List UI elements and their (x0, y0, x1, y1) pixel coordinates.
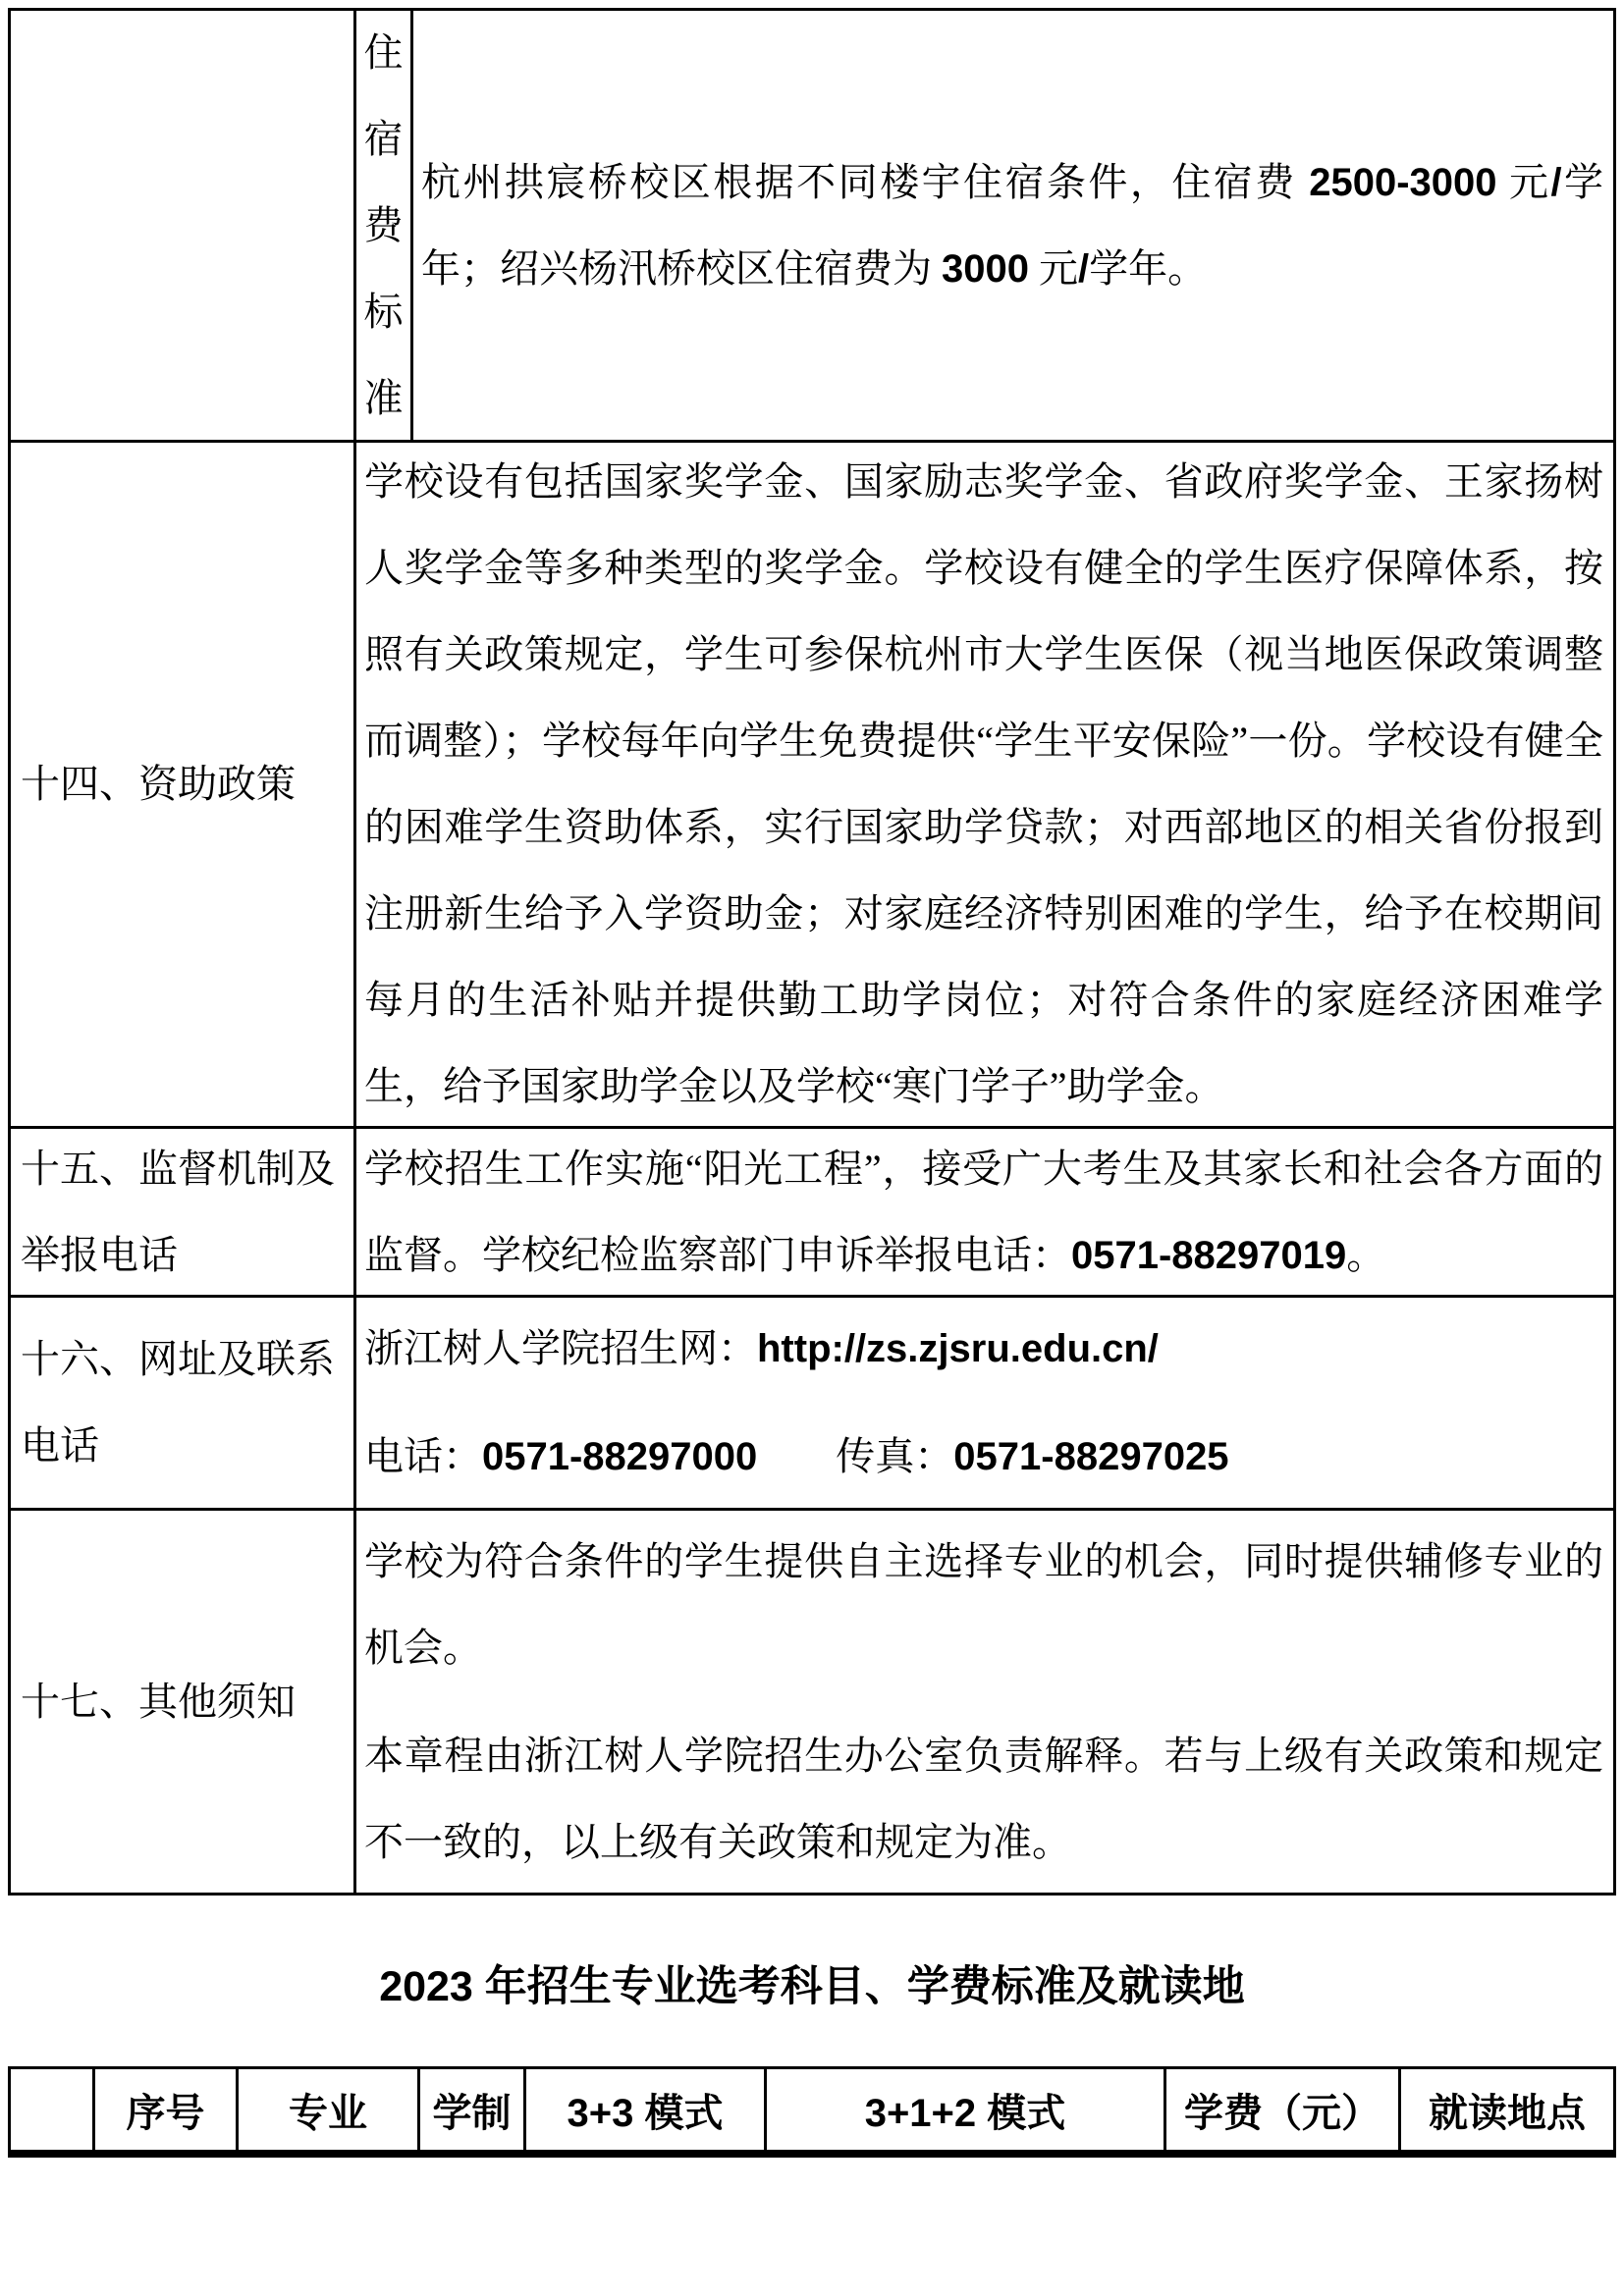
row-label: 十七、其他须知 (21, 1679, 296, 1724)
table-row-supervision (11, 1126, 1613, 1295)
other-notes-content-cell (356, 1511, 1613, 1893)
text-run: 传真： (757, 1434, 954, 1478)
fees-header-duration: 学制 (417, 2069, 523, 2150)
charter-table (8, 8, 1616, 1896)
text-run: 浙江树人学院招生网： (364, 1326, 757, 1370)
paragraph (364, 1713, 1603, 1886)
text-run: 3000 (942, 246, 1029, 291)
fees-header-major: 专业 (236, 2069, 417, 2150)
text-run: 杭州拱宸桥校区根据不同楼宇住宿条件，住宿费 (421, 159, 1310, 204)
text-run: / (1077, 246, 1090, 291)
website-contact-label-cell (11, 1298, 356, 1508)
paragraph (364, 1414, 1603, 1500)
text-run: 电话： (364, 1434, 482, 1478)
fees-header-serial-number: 序号 (92, 2069, 236, 2150)
accommodation-fee-vertical-label-cell (356, 11, 413, 440)
text-run: 学校设有包括国家奖学金、国家励志奖学金、省政府奖学金、王家扬树人奖学金等多种类型的奖学金。学校设有健全的学生医疗保障体系，按照有关政策规定，学生可参保杭州市大学生医保（视当地医保政策调整而调整）；学校每年向学生免费提供“学生平安保险”一份。学校设有健全的困难学生资助体系，实行国家助学贷款；对西部地区的相关省份报到注册新生给予入学资助金；对家庭经济特别困难的学生，给予在校期间每月的生活补贴并提供勤工助学岗位；对符合条件的家庭经济困难学生，给予国家助学金以及学校“寒门学子”助学金。 (364, 459, 1603, 1108)
fees-table-header-row (8, 2066, 1616, 2158)
text-run: 年招生专业选考科目、学费标准及就读地 (484, 1963, 1245, 2010)
row-label: 十六、网址及联系电话 (21, 1337, 335, 1468)
accommodation-row-left-empty-cell (11, 11, 356, 440)
fees-header-tuition-yuan: 学费（元） (1164, 2069, 1398, 2150)
supervision-label-cell (11, 1129, 356, 1295)
website-contact-content-cell (356, 1298, 1613, 1508)
table-row-website-contact (11, 1295, 1613, 1508)
text-run: / (1550, 160, 1562, 204)
vertical-label-char: 准 (363, 375, 404, 420)
accommodation-fee-content-cell (413, 11, 1613, 440)
funding-policy-label-cell (11, 443, 356, 1126)
text-run: http://zs.zjsru.edu.cn/ (757, 1327, 1159, 1370)
paragraph (364, 1126, 1603, 1299)
text-run: 2023 (379, 1962, 485, 2010)
text-run: 学年。 (1089, 245, 1208, 291)
vertical-label-char: 标 (363, 289, 404, 334)
text-run: 本章程由浙江树人学院招生办公室负责解释。若与上级有关政策和规定不一致的，以上级有关政策和规定为准。 (364, 1733, 1603, 1864)
text-run: 0571-88297000 (482, 1435, 758, 1478)
paragraph (379, 1957, 1245, 2017)
text-run: 学校招生工作实施“阳光工程”，接受广大考生及其家长和社会各方面的监督。学校纪检监察部门申诉举报电话： (364, 1146, 1603, 1277)
paragraph (421, 139, 1603, 312)
text-run: 元 (1028, 245, 1078, 291)
vertical-label-char: 宿 (363, 116, 404, 161)
text-run: 0571-88297019 (1071, 1233, 1347, 1277)
text-run: 学校为符合条件的学生提供自主选择专业的机会，同时提供辅修专业的机会。 (364, 1538, 1603, 1670)
table-row-other-notes (11, 1508, 1613, 1893)
fees-header-empty-cell (11, 2069, 92, 2150)
text-run: 。 (1346, 1232, 1386, 1277)
vertical-label-char: 住 (363, 29, 404, 75)
paragraph (364, 1519, 1603, 1691)
text-run: 元 (1496, 159, 1551, 204)
text-run: 学年；绍兴杨汛桥校区住宿费为 (421, 159, 1604, 291)
table-row-accommodation-fee (11, 11, 1613, 440)
fees-header-study-location: 就读地点 (1398, 2069, 1613, 2150)
row-label: 十四、资助政策 (21, 762, 296, 806)
fees-header-3plus3-mode: 3+3 模式 (523, 2069, 764, 2150)
paragraph (364, 1306, 1603, 1392)
vertical-label-char: 费 (363, 202, 404, 247)
text-run: 0571-88297025 (953, 1435, 1229, 1478)
section-heading-2023-majors (0, 1907, 1624, 2066)
paragraph (364, 439, 1603, 1130)
other-notes-label-cell (11, 1511, 356, 1893)
fees-header-3plus1plus2-mode: 3+1+2 模式 (764, 2069, 1164, 2150)
row-label: 十五、监督机制及举报电话 (21, 1146, 335, 1277)
funding-policy-content-cell (356, 443, 1613, 1126)
supervision-content-cell (356, 1129, 1613, 1295)
table-row-funding-policy (11, 440, 1613, 1126)
text-run: 2500-3000 (1309, 160, 1497, 204)
